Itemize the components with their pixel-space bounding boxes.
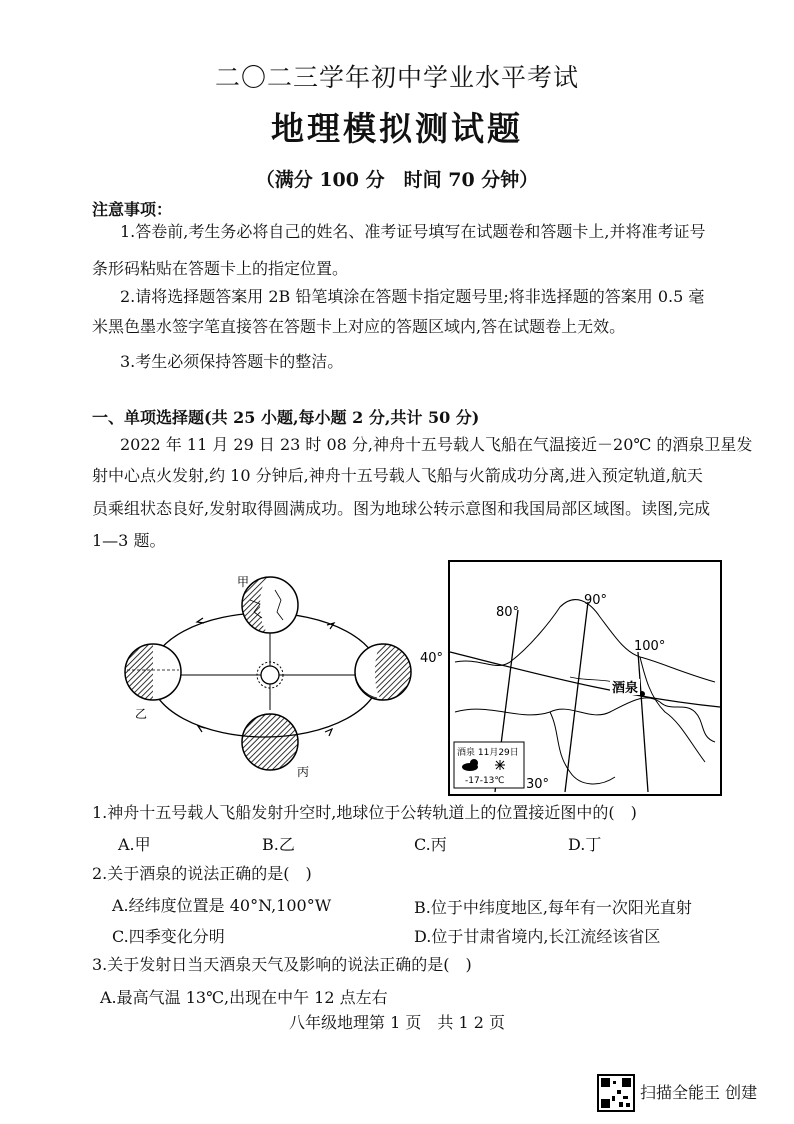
weather-temp: -17-13℃ bbox=[465, 776, 505, 786]
orbit-arrow bbox=[198, 726, 205, 732]
exam-main-title: 地理模拟测试题 bbox=[271, 109, 523, 148]
q2-option-c: C.四季变化分明 bbox=[112, 927, 225, 946]
earth-right bbox=[355, 644, 411, 700]
exam-title-line1: 二〇二三学年初中学业水平考试 bbox=[214, 63, 579, 92]
q2-option-d: D.位于甘肃省境内,长江流经该省区 bbox=[414, 927, 661, 946]
q1-option-b: B.乙 bbox=[262, 835, 295, 854]
q1-option-a: A.甲 bbox=[118, 835, 151, 854]
lon-label-90: 90° bbox=[584, 593, 608, 608]
border-line bbox=[640, 657, 705, 762]
q1-option-d: D.丁 bbox=[568, 835, 602, 854]
q2-option-a: A.经纬度位置是 40°N,100°W bbox=[112, 896, 332, 915]
notes-heading: 注意事项： bbox=[92, 200, 173, 219]
earth-top bbox=[242, 577, 298, 633]
note-line-5: 3.考生必须保持答题卡的整洁。 bbox=[120, 352, 344, 371]
earth-left bbox=[125, 644, 181, 700]
note-line-4: 米黑色墨水签字笔直接答在答题卡上对应的答题区域内,答在试题卷上无效。 bbox=[92, 317, 626, 336]
lon-label-80: 80° bbox=[496, 605, 520, 620]
intro-line-1: 2022 年 11 月 29 日 23 时 08 分,神舟十五号载人飞船在气温接近－20℃ 的酒泉卫星发 bbox=[120, 435, 753, 454]
question-1-stem: 1.神舟十五号载人飞船发射升空时,地球位于公转轨道上的位置接近图中的( ) bbox=[92, 803, 637, 822]
section-heading: 一、单项选择题(共 25 小题,每小题 2 分,共计 50 分) bbox=[92, 408, 480, 427]
q1-option-c: C.丙 bbox=[414, 835, 447, 854]
snow-icon bbox=[495, 760, 505, 770]
exam-meta: （满分 100 分 时间 70 分钟） bbox=[255, 169, 539, 191]
q3-option-a: A.最高气温 13℃,出现在中午 12 点左右 bbox=[100, 988, 388, 1007]
meridian-100 bbox=[638, 652, 648, 792]
border-line bbox=[455, 698, 660, 715]
lon-label-100: 100° bbox=[634, 639, 666, 654]
label-jia: 甲 bbox=[237, 575, 250, 589]
earth-bottom bbox=[242, 714, 298, 770]
orbit-arrow bbox=[327, 623, 334, 629]
city-label: 酒泉 bbox=[612, 681, 639, 696]
earth-orbit-diagram bbox=[115, 570, 415, 780]
qr-code-icon bbox=[597, 1074, 635, 1112]
question-3-stem: 3.关于发射日当天酒泉天气及影响的说法正确的是( ) bbox=[92, 955, 472, 974]
q2-option-b: B.位于中纬度地区,每年有一次阳光直射 bbox=[414, 898, 692, 917]
orbit-arrow bbox=[197, 618, 204, 623]
border-line bbox=[455, 600, 715, 682]
label-yi: 乙 bbox=[135, 707, 148, 721]
page-footer: 八年级地理第 1 页 共 1 2 页 bbox=[289, 1013, 505, 1032]
scanner-watermark: 扫描全能王 创建 bbox=[640, 1083, 758, 1102]
sun-icon bbox=[257, 662, 283, 688]
intro-line-3: 员乘组状态良好,发射取得圆满成功。图为地球公转示意图和我国局部区域图。读图,完成 bbox=[92, 499, 711, 518]
lat-label-40: 40° bbox=[420, 651, 444, 666]
regional-map bbox=[420, 560, 722, 796]
label-bing: 丙 bbox=[297, 765, 310, 779]
question-2-stem: 2.关于酒泉的说法正确的是( ) bbox=[92, 864, 312, 883]
lat-label-30: 30° bbox=[526, 777, 550, 792]
meridian-90 bbox=[565, 602, 588, 792]
border-line bbox=[550, 712, 615, 784]
weather-box bbox=[454, 742, 524, 788]
weather-date: 酒泉 11月29日 bbox=[457, 748, 519, 758]
note-line-2: 条形码粘贴在答题卡上的指定位置。 bbox=[92, 259, 349, 278]
intro-line-2: 射中心点火发射,约 10 分钟后,神舟十五号载人飞船与火箭成功分离,进入预定轨道,航天 bbox=[92, 466, 703, 485]
intro-line-4: 1—3 题。 bbox=[92, 531, 166, 550]
note-line-1: 1.答卷前,考生务必将自己的姓名、准考证号填写在试题卷和答题卡上,并将准考证号 bbox=[120, 222, 706, 241]
note-line-3: 2.请将选择题答案用 2B 铅笔填涂在答题卡指定题号里;将非选择题的答案用 0.5 毫 bbox=[120, 287, 705, 306]
orbit-arrow bbox=[325, 729, 332, 736]
